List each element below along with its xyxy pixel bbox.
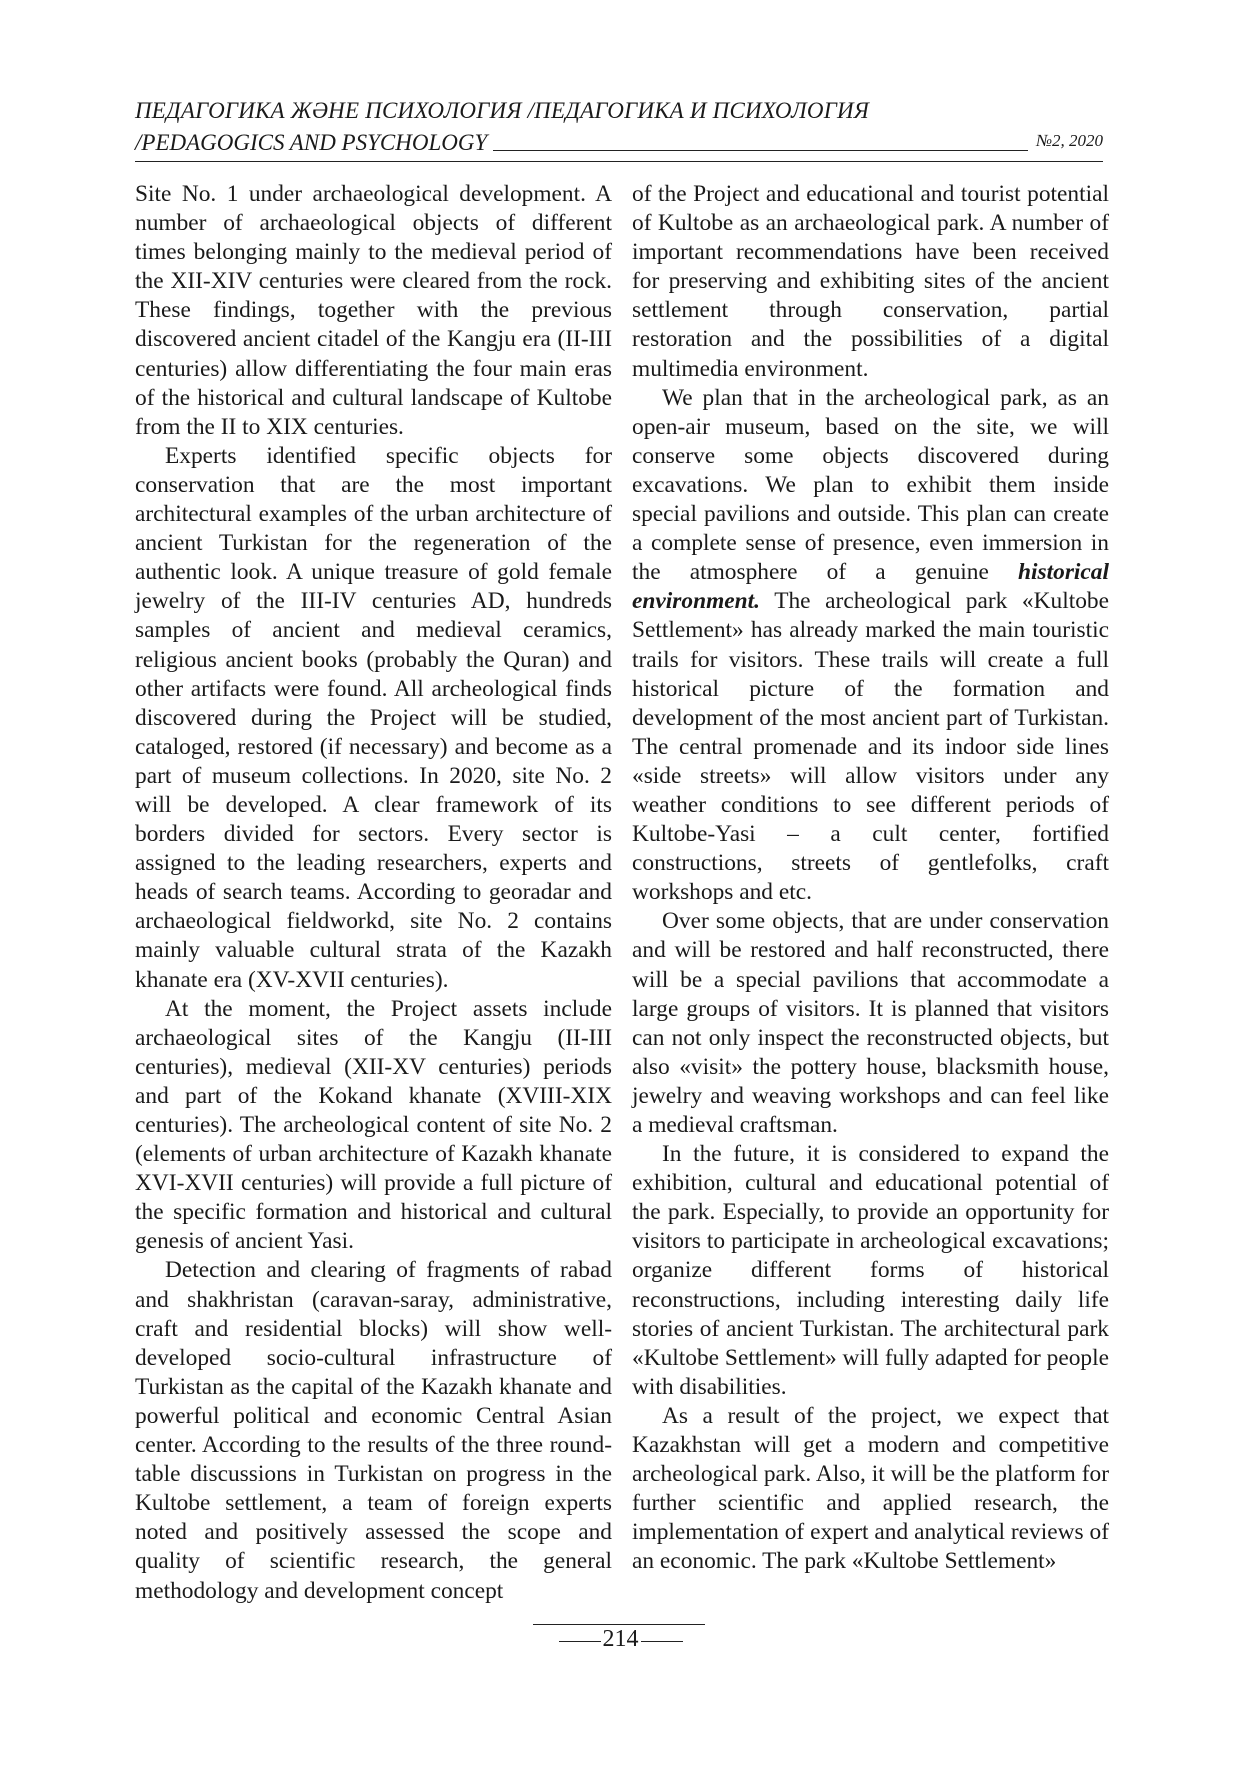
paragraph: Detection and clearing of fragments of rabad and shakhristan (caravan-saray, administrative, craft and residential blocks) will show well-developed socio-cultural infrastructure of Turkistan as the capital of the Kazakh khanate and powerful political and economic Central Asian center. According to the results of the three round-table discussions in Turkistan on progress in the Kultobe settlement, a team of foreign experts noted and positively assessed the scope and quality of scientific research, the general methodology and development concept <box>135 1257 612 1604</box>
journal-title-kz-ru: ПЕДАГОГИКА ЖӘНЕ ПСИХОЛОГИЯ /ПЕДАГОГИКА И ПСИХОЛОГИЯ <box>135 98 870 123</box>
footer-dash <box>641 1641 683 1642</box>
emphasis-text: historical environment. <box>632 559 1109 615</box>
header-underline <box>493 150 1028 151</box>
paragraph-text: The archeological park «Kultobe Settlement» has already marked the main touristic trails for visitors. These trails will create a full historical picture of the formation and development of the most ancient part of Turkistan. The central promenade and its indoor side lines «side streets» will allow visitors under any weather conditions to see different periods of Kultobe-Yasi – a cult center, fortified constructions, streets of gentlefolks, craft workshops and etc. <box>632 588 1109 906</box>
page-number: 214 <box>602 1626 639 1652</box>
page-number-block <box>557 1626 685 1653</box>
paragraph: Site No. 1 under archaeological development. A number of archaeological objects of different times belonging mainly to the medieval period of the XII-XIV centuries were cleared from the rock. These findings, together with the previous discovered ancient citadel of the Kangju era (II-III centuries) allow differentiating the four main eras of the historical and cultural landscape of Kultobe from the II to XIX centuries. <box>135 181 612 440</box>
left-column <box>135 180 612 1606</box>
paragraph: Experts identified specific objects for conservation that are the most important architectural examples of the urban architecture of ancient Turkistan for the regeneration of the authentic look. A unique treasure of gold female jewelry of the III-IV centuries AD, hundreds samples of ancient and medieval ceramics, religious ancient books (probably the Quran) and other artifacts were found. All archeological finds discovered during the Project will be studied, cataloged, restored (if necessary) and become as a part of museum collections. In 2020, site No. 2 will be developed. A clear framework of its borders divided for sectors. Every sector is assigned to the leading researchers, experts and heads of search teams. According to georadar and archaeological fieldworkd, site No. 2 contains mainly valuable cultural strata of the Kazakh khanate era (XV-XVII centuries). <box>135 442 612 993</box>
footer-rule <box>533 1624 705 1625</box>
paragraph: At the moment, the Project assets include archaeological sites of the Kangju (II-III centuries), medieval (XII-XV centuries) periods and part of the Kokand khanate (XVIII-XIX centuries). The archeological content of site No. 2 (elements of urban architecture of Kazakh khanate XVI-XVII centuries) will provide a full picture of the specific formation and historical and cultural genesis of ancient Yasi. <box>135 995 612 1255</box>
header-rule <box>135 161 1103 162</box>
paragraph: As a result of the project, we expect that Kazakhstan will get a modern and competitive archeological park. Also, it will be the platform for further scientific and applied research, the implementation of expert and analytical reviews of an economic. The park «Kultobe Settlement» <box>632 1402 1109 1575</box>
running-header <box>135 96 1103 158</box>
right-column <box>632 180 1109 1577</box>
paragraph: Over some objects, that are under conservation and will be restored and half reconstructed, there will be a special pavilions that accommodate a large groups of visitors. It is planned that visitors can not only inspect the reconstructed objects, but also «visit» the pottery house, blacksmith house, jewelry and weaving workshops and can feel like a medieval craftsman. <box>632 908 1109 1138</box>
paragraph: In the future, it is considered to expand the exhibition, cultural and educational potential of the park. Especially, to provide an opportunity for visitors to participate in archeological excavations; organize different forms of historical reconstructions, including interesting daily life stories of ancient Turkistan. The architectural park «Kultobe Settlement» will fully adapted for people with disabilities. <box>632 1141 1109 1400</box>
paragraph-text: We plan that in the archeological park, as an open-air museum, based on the site, we will conserve some objects discovered during excavations. We plan to exhibit them inside special pavilions and outside. This plan can create a complete sense of presence, even immersion in the atmosphere of a genuine <box>632 384 1109 586</box>
footer-dash <box>559 1641 601 1642</box>
page-footer <box>0 1626 1241 1653</box>
journal-title-en: /PEDAGOGICS AND PSYCHOLOGY <box>135 130 488 155</box>
issue-number: №2, 2020 <box>1035 131 1103 150</box>
paragraph <box>632 384 1109 908</box>
journal-title-line2 <box>135 126 1103 158</box>
paragraph: of the Project and educational and tourist potential of Kultobe as an archaeological park. A number of important recommendations have been received for preserving and exhibiting sites of the ancient settlement through conservation, partial restoration and the possibilities of a digital multimedia environment. <box>632 181 1109 382</box>
